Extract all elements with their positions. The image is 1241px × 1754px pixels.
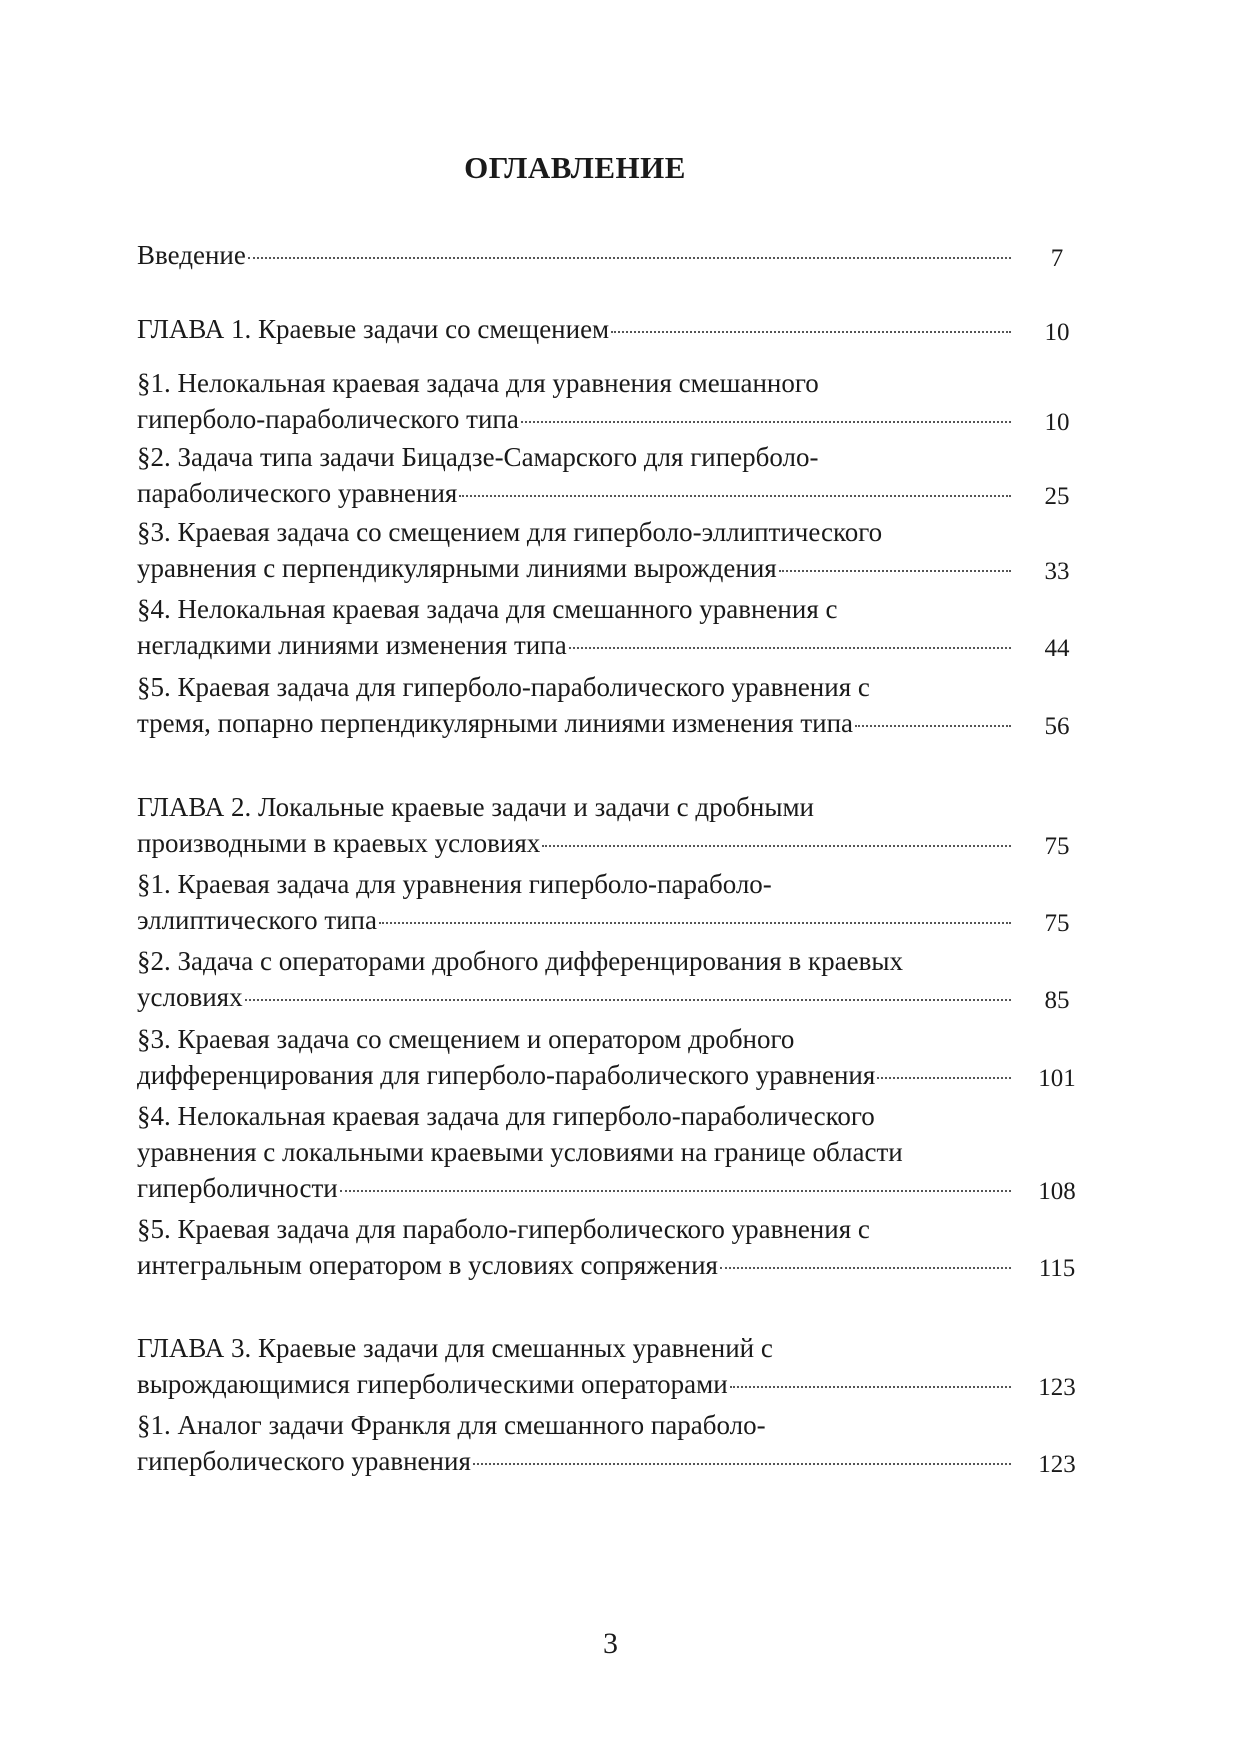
page-number: 25 [1044, 483, 1070, 510]
entry-text: интегральным оператором в условиях сопряжения [137, 1250, 718, 1280]
entry-text: уравнения с перпендикулярными линиями вырождения [137, 553, 777, 583]
entry-text: гиперболичности [137, 1173, 338, 1203]
page-number: 123 [1038, 1451, 1076, 1478]
entry-text: §1. Нелокальная краевая задача для уравнения смешанного [137, 368, 819, 398]
toc-entry-introduction[interactable] [137, 237, 1087, 273]
entry-text: уравнения с локальными краевыми условиями на границе области [137, 1137, 903, 1167]
entry-text: ГЛАВА 3. Краевые задачи для смешанных уравнений с [137, 1333, 773, 1363]
entry-text: гиперболо-параболического типа [137, 404, 519, 434]
entry-text: §4. Нелокальная краевая задача для гиперболо-параболического [137, 1101, 875, 1131]
entry-text: вырождающимися гиперболическими операторами [137, 1369, 728, 1399]
entry-text: эллиптического типа [137, 905, 377, 935]
page-number: 75 [1044, 833, 1070, 860]
entry-text: дифференцирования для гиперболо-параболического уравнения [137, 1060, 876, 1090]
toc-entry-chapter-3[interactable] [137, 1330, 1087, 1402]
entry-text: §3. Краевая задача со смещением для гиперболо-эллиптического [137, 517, 883, 547]
entry-text: ГЛАВА 2. Локальные краевые задачи и задачи с дробными [137, 792, 815, 822]
toc-entry-ch1-sec3[interactable] [137, 514, 1087, 586]
dot-leader [521, 421, 1011, 423]
entry-text: тремя, попарно перпендикулярными линиями изменения типа [137, 708, 854, 738]
entry-text: параболического уравнения [137, 478, 458, 508]
toc-entry-ch2-sec5[interactable] [137, 1211, 1087, 1283]
toc-entry-ch1-sec4[interactable] [137, 591, 1087, 663]
dot-leader [340, 1190, 1011, 1192]
dot-leader [248, 257, 1011, 259]
entry-text: §1. Краевая задача для уравнения гиперболо-параболо- [137, 869, 772, 899]
entry-text: §1. Аналог задачи Франкля для смешанного параболо- [137, 1410, 766, 1440]
entry-text: §5. Краевая задача для параболо-гиперболического уравнения с [137, 1214, 870, 1244]
entry-text: §2. Задача с операторами дробного дифференцирования в краевых [137, 946, 903, 976]
toc-entry-chapter-2[interactable] [137, 789, 1087, 861]
page-number: 123 [1038, 1374, 1076, 1401]
dot-leader [569, 647, 1011, 649]
entry-text: §4. Нелокальная краевая задача для смешанного уравнения с [137, 594, 838, 624]
toc-entry-ch2-sec1[interactable] [137, 866, 1087, 938]
toc-entry-ch1-sec1[interactable] [137, 365, 1087, 437]
toc-entry-ch1-sec2[interactable] [137, 439, 1087, 511]
entry-text: Введение [137, 240, 246, 270]
page-number: 115 [1038, 1255, 1076, 1282]
dot-leader [379, 922, 1011, 924]
entry-text: §2. Задача типа задачи Бицадзе-Самарского для гиперболо- [137, 442, 819, 472]
dot-leader [459, 495, 1011, 497]
dot-leader [855, 725, 1011, 727]
page-number: 33 [1044, 558, 1070, 585]
toc-entry-chapter-1[interactable] [137, 311, 1087, 347]
page-number: 85 [1044, 987, 1070, 1014]
toc-entry-ch1-sec5[interactable] [137, 669, 1087, 741]
page-number: 10 [1044, 319, 1070, 346]
dot-leader [730, 1386, 1011, 1388]
page-title: ОГЛАВЛЕНИЕ [464, 150, 686, 185]
dot-leader [542, 845, 1011, 847]
toc-entry-ch2-sec3[interactable] [137, 1021, 1087, 1093]
page-number: 7 [1050, 245, 1064, 272]
dot-leader [779, 570, 1011, 572]
page-number: 56 [1044, 713, 1070, 740]
page-number: 101 [1038, 1065, 1076, 1092]
entry-text: производными в краевых условиях [137, 828, 541, 858]
page-folio-number: 3 [603, 1627, 618, 1660]
dot-leader [473, 1463, 1011, 1465]
dot-leader [720, 1267, 1011, 1269]
dot-leader [611, 331, 1011, 333]
page-number: 75 [1044, 910, 1070, 937]
entry-text: условиях [137, 982, 243, 1012]
entry-text: гиперболического уравнения [137, 1446, 471, 1476]
page-number: 108 [1038, 1178, 1076, 1205]
entry-text: ГЛАВА 1. Краевые задачи со смещением [137, 314, 610, 344]
page-number: 44 [1044, 635, 1070, 662]
entry-text: §5. Краевая задача для гиперболо-параболического уравнения с [137, 672, 870, 702]
entry-text: §3. Краевая задача со смещением и оператором дробного [137, 1024, 795, 1054]
dot-leader [877, 1077, 1011, 1079]
toc-entry-ch2-sec4[interactable] [137, 1098, 1087, 1206]
page-number: 10 [1044, 409, 1070, 436]
toc-entry-ch2-sec2[interactable] [137, 943, 1087, 1015]
toc-entry-ch3-sec1[interactable] [137, 1407, 1087, 1479]
entry-text: негладкими линиями изменения типа [137, 630, 567, 660]
dot-leader [245, 999, 1011, 1001]
